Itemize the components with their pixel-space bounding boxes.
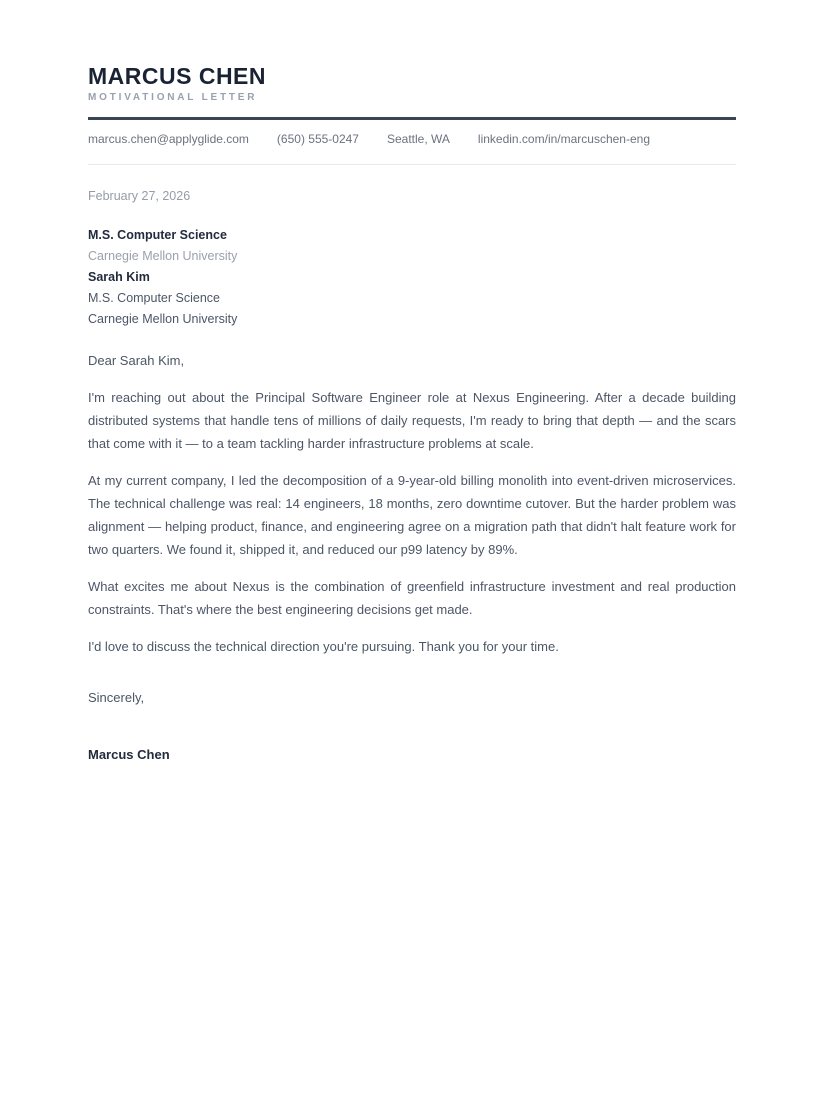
recipient-title: M.S. Computer Science <box>88 291 220 305</box>
recipient-name: Sarah Kim <box>88 270 150 284</box>
body-paragraph-3: What excites me about Nexus is the combination of greenfield infrastructure investment and real production constraints. That's where the best engineering decisions get made. <box>88 579 736 617</box>
recipient-org: Carnegie Mellon University <box>88 312 238 326</box>
header-rule <box>88 117 736 120</box>
document-type-label: MOTIVATIONAL LETTER <box>88 92 258 103</box>
body-paragraph-1: I'm reaching out about the Principal Software Engineer role at Nexus Engineering. After a decade building distributed systems that handle tens of millions of daily requests, I'm ready to bring that depth — and the scars that come with it — to a team tackling harder infrastructure problems at scale. <box>88 390 736 451</box>
contact-divider <box>88 164 736 165</box>
recipient-program-university: Carnegie Mellon University <box>88 249 238 263</box>
applicant-name: MARCUS CHEN <box>88 63 266 89</box>
recipient-block <box>88 225 736 330</box>
letter-date: February 27, 2026 <box>88 189 191 203</box>
body-paragraph-4: I'd love to discuss the technical direction you're pursuing. Thank you for your time. <box>88 639 559 654</box>
body-paragraph-2: At my current company, I led the decomposition of a 9-year-old billing monolith into event-driven microservices. The technical challenge was real: 14 engineers, 18 months, zero downtime cutover. But the harder problem was alignment — helping product, finance, and engineering agree on a migration path that didn't halt feature work for two quarters. We found it, shipped it, and reduced our p99 latency by 89%. <box>88 473 736 557</box>
contact-bar <box>88 132 736 146</box>
contact-linkedin: linkedin.com/in/marcuschen-eng <box>477 132 650 146</box>
letterhead <box>88 63 736 165</box>
contact-email: marcus.chen@applyglide.com <box>88 132 249 146</box>
signature-name: Marcus Chen <box>88 747 170 762</box>
closing: Sincerely, <box>88 690 145 705</box>
contact-location: Seattle, WA <box>386 132 450 146</box>
contact-phone: (650) 555-0247 <box>276 132 359 146</box>
recipient-program: M.S. Computer Science <box>88 228 227 242</box>
salutation: Dear Sarah Kim, <box>88 353 185 368</box>
